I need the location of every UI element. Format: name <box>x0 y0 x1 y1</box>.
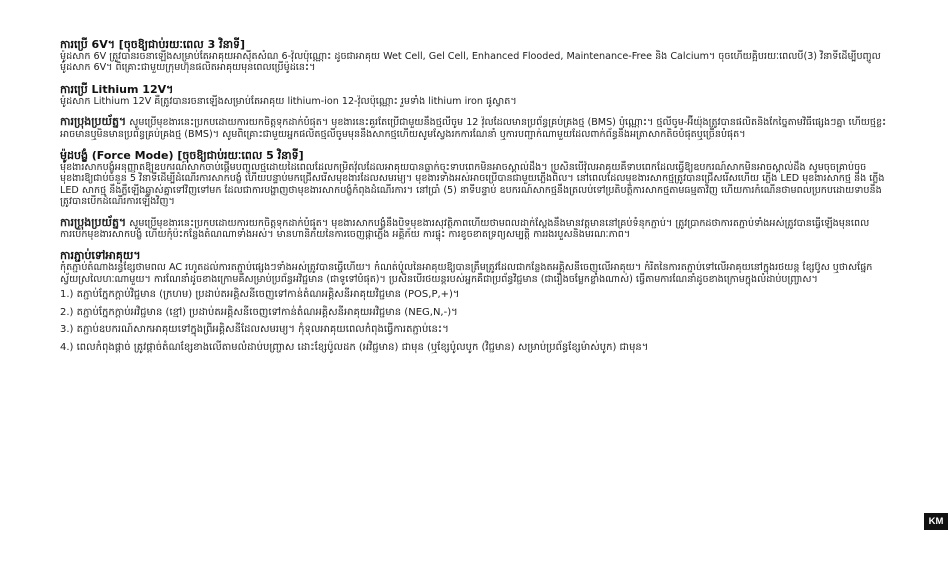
section-force-caution <box>60 217 890 241</box>
section-battery-connection <box>60 249 890 356</box>
connection-steps-list <box>60 286 890 356</box>
section-heading: ការប្រើ 6V។ [ចុចឱ្យជាប់រយៈពេល 3 វិនាទី] <box>60 38 246 51</box>
section-force-mode <box>60 149 890 208</box>
section-lithium-caution <box>60 116 890 140</box>
list-item: 3.) តភ្ជាប់ឧបករណ៍សាកអាគុយទៅក្នុងព្រីអគ្គិសនីដែលសមរម្យ។ កុំទុលអាគុយពេលកំពុងធ្វើការតភ្ជាប់នេះ។ <box>60 324 449 336</box>
section-6v-mode <box>60 38 890 74</box>
section-heading: ការប្រើ Lithium 12V។ <box>60 82 174 96</box>
caution-paragraph <box>60 116 890 140</box>
caution-paragraph <box>60 217 890 241</box>
list-item: 4.) ពេលកំពុងផ្តាច់ ត្រូវផ្តាច់តំណខ្សែខាងលើតាមលំដាប់បញ្ច្រាស ដោះខ្សែប៉ូលដក (អវិជ្ជមាន) ជាមុន (ឬខ្សែប៉ូលបូក (វិជ្ជមាន) សម្រាប់ប្រព័ន្ធខ្សែម៉ាស់បូក) ជាមុន។ <box>60 342 649 354</box>
caution-text: សូមប្រើមុខងារនេះប្រកបដោយការយកចិត្តទុកដាក់បំផុត។ មុខងារសាកបង្ខំនឹងបិទមុខងារសុវត្ថិភាពហើយថាមពលដាក់ស្តែងនឹងមានវត្តមាននៅគ្រប់ទំនុកភ្ជាប់។ ត្រូវប្រាកដថាការតភ្ជាប់ទាំងអស់ត្រូវបានធ្វើឡើងមុនពេលការបើកមុខងារសាកបង្ខំ ហើយកុំប៉ះកន្លែងតំណណាទាំងអស់។ មានហានិភ័យនៃការចេញផ្កាភ្លើង អគ្គិភ័យ ការផ្ទុះ ការខូចខាតទ្រព្យសម្បត្តិ ការរងរបួសនិងមរណៈភាព។ <box>60 217 870 241</box>
caution-label: ការប្រុងប្រយ័ត្ន។ <box>60 115 127 129</box>
list-item: 2.) តភ្ជាប់ក្នែកក្តាប់អវិជ្ជមាន (ខ្មៅ) ប្រដាប់ត​អគ្គិសនីចេញទៅកាន់តំណអគ្គិសនីអាគុយអវិជ្ជមាន (NEG,N,-)។ <box>60 306 458 318</box>
section-heading: ម៉ូដបង្ខំ (Force Mode) [ចុចឱ្យជាប់រយៈពេល 5 វិនាទី] <box>60 149 304 163</box>
language-badge: KM <box>924 513 948 530</box>
section-text: មុខងារសាកបង្ខំអនុញ្ញាតឱ្យឧបករណ៍សាកចាប់ផ្តើមបញ្ចូលថ្មដោយដៃពេលដែលកម្រិតវ៉ុលដែលអាគុយបានធ្លាក់ចុះទាបពេកមិនអាចស្គាល់ដឹង។ ប្រសិនបើវ៉ុលអាគុយគឺទាបពេកដែលធ្វើឱ្យឧបករណ៍សាកមិនអាចស្គាល់ដឹង សូមចុចគ្រាប់ចុចមុខងារឱ្យជាប់ចំនួន 5 វិនាទីដើម្បីដំណើរការសាកបង្ខំ ហើយបន្ទាប់មកជ្រើសរើសមុខងារដែលសមរម្យ។ មុខងារទាំងអស់អាចប្រើបានជាមួយភ្លើងពិល។ នៅពេលដែលមុខងារសាកថ្មត្រូវបានជ្រើសរើសហើយ ភ្លើង LED មុខងារសាកថ្ម និង ភ្លើង LED សាកថ្ម នឹងភ្លឺឡើងឆ្លាស់គ្នាទៅវិញទៅមក ដែលជាការបង្ហាញថាមុខងារសាកបង្ខំកំពុងដំណើរការ។ នៅប្រាំ (5) នាទីបន្ទាប់ ឧបករណ៍សាកថ្មនឹងត្រលប់ទៅប្រតិបត្តិការសាកថ្មតាមធម្មតាវិញ ហើយការកំណើនថាមពលប្រកបដោយទាបនឹងត្រូវបានបើកដំណើរការឡើងវិញ។ <box>60 162 885 208</box>
section-lithium-12v <box>60 83 890 107</box>
section-heading: ការភ្ជាប់ទៅអាគុយ។ <box>60 249 141 263</box>
section-text: ម៉ូដសាក 6V ត្រូវបានរចនាឡើងសម្រាប់តែអាគុយអាស៊ីតសំណ 6-វ៉ុលប៉ុណ្ណោះ ដូចជាអាគុយ Wet Cell, Gel Cell, Enhanced Flooded, Maintenance-Free និង Calcium។ ចុចហើយគ្អិបរយៈពេលបី(3) វិនាទីដើម្បីបញ្ចូលម៉ូដសាក 6V។ ពិគ្រោះជាមួយក្រុមហ៊ុនផលិតអាគុយមុនពេលប្រើម៉ូដនេះ។ <box>60 51 881 74</box>
section-text: ម៉ូដសាក Lithium 12V គឺត្រូវបានរចនាឡើងសម្រាប់តែអាគុយ lithium-ion 12-វ៉ុលប៉ុណ្ណោះ រួមទាំង lithium iron ផូស្វាត។ <box>60 95 517 107</box>
caution-text: សូមប្រើមុខងារនេះប្រកបដោយការយកចិត្តទុកដាក់បំផុត។ មុខងារនេះគួរតែប្រើជាមួយនឹងថ្មលីចូម 12 វ៉ុលដែលមានប្រព័ន្ធគ្រប់គ្រងថ្ម (BMS) ប៉ុណ្ណោះ។ ថ្មលីចូម-អ៊ីយ៉ុងត្រូវបានផលិតនិងកែច្នៃតាមវិធីផ្សេងៗគ្នា ហើយថ្មខ្លះអាចមានឬមិនមានប្រព័ន្ធគ្រប់គ្រងថ្ម (BMS)។ សូមពិគ្រោះជាមួយអ្នកផលិតថ្មលីចូមមុននឹងសាកថ្មហើយសូមស្វែងរកការណែនាំ ឬការបញ្ជាក់ណាមួយដែលពាក់ព័ន្ធនឹងអត្រាសាកតិចបំផុតឬច្រើនបំផុត។ <box>60 117 887 140</box>
list-item: 1.) តភ្ជាប់ក្នែកក្តាប់វិជ្ជមាន (ក្រហម) ប្រដាប់ត​អគ្គិសនីចេញទៅកាន់តំណអគ្គិសនីអាគុយវិជ្ជមាន (POS,P,+)។ <box>60 289 460 301</box>
document-body <box>60 38 890 366</box>
caution-label: ការប្រុងប្រយ័ត្ន។ <box>60 215 127 229</box>
section-text: កុំតភ្ជាប់តំណាងរន្ធខ្សែថាមពល AC រហូតដល់ការតភ្ជាប់ផ្សេងៗទាំងអស់ត្រូវបានធ្វើហើយ។ កំណត់ប៉ូលនៃអាគុយឱ្យបានត្រឹមត្រូវដែលជាកន្លែងតអគ្គិសនីចេញលើអាគុយ។ កំរិតនៃការតភ្ជាប់ទៅលើអាគុយនៅក្នុងរថយន្ត ខ្សែប៊ូស ឬថាសផ្នែកស្វ័យស្រលៃហៈណាមួយ។ ការណែនាំដូចខាងក្រោមគឺសម្រាប់ប្រព័ន្ធអវិជ្ជមាន (ជាទូទៅបំផុត)។ ប្រសិនបើរថយន្តរបស់អ្នកគឺជាប្រព័ន្ធវិជ្ជមាន (ជារឿងចម្លែកខ្លាំងណាស់) ធ្វើតាមការណែនាំដូចខាងក្រោមក្នុងលំដាប់បញ្ច្រាស។ <box>60 262 873 285</box>
